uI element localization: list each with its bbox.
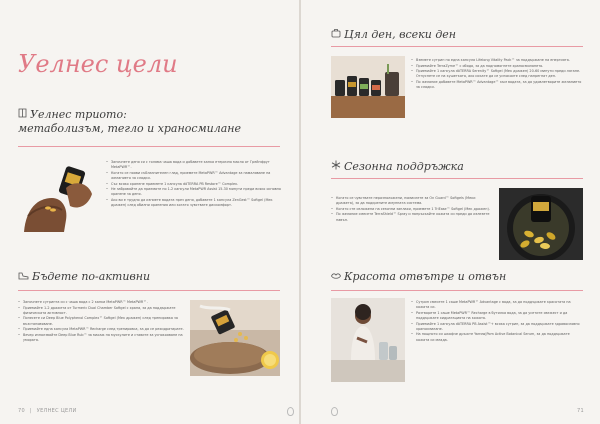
active-bullet-list	[18, 300, 184, 344]
list-item: • Приемайте една капсула MetaPWR™ Recharge след тренировка, за да се рехидратирате.	[18, 327, 184, 332]
list-item: • Когато се появи съблазнителен глад, приемете MetaPWR™ Advantage за намаляване на желанието за сладки.	[106, 171, 282, 181]
bag-icon	[331, 28, 341, 42]
capsules-cutting-board-photo	[190, 300, 280, 376]
list-item: • Вземете сутрин по една капсула Lifelong Vitality Pack™ за поддържане на енергията.	[411, 58, 583, 63]
doterra-logo	[331, 407, 338, 416]
list-item: • Със всяко хранене приемете 1 капсула dōTERRA PB Restore™ Complex.	[106, 182, 282, 187]
woman-kitchen-photo	[331, 298, 405, 382]
beauty-section-title	[331, 270, 506, 284]
beauty-title: Красота отвътре и отвън	[344, 270, 507, 283]
softgels-bowl-photo	[499, 188, 583, 260]
hands-capsules-photo	[18, 158, 100, 232]
list-item: • Приемайте TerraZyme™ с обяда, за да подпомогнете храносмилането.	[411, 64, 583, 69]
list-item: • Приемайте 1 капсула dōTERRA Serenity™ Softgel (Мек дражен) 20-60 минути преди лягане. Отпуснете се на кушетката, ако искате да се успокоите след напрегнат ден.	[411, 69, 583, 79]
active-title: Бъдете по-активни	[32, 270, 151, 283]
active-divider	[18, 290, 280, 291]
lips-icon	[331, 270, 341, 284]
list-item: • Започнете сутринта си с чаша вода с 2 капки MetaPWR™ MetaPWR™.	[18, 300, 184, 305]
list-item: • По желание добавете MetaPWR™ Advantage™ към водата, за да удовлетворите желанието за сладки.	[411, 80, 583, 90]
trio-title-line2: метаболизъм, тегло и храносмилане	[18, 122, 242, 135]
page-number: 71	[577, 408, 584, 414]
list-item: • Сутрин смесете 1 саше MetaPWR™ Advantage с вода, за да поддържате красотата на кожата си.	[411, 300, 583, 310]
list-item: • Вечер използвайте Deep Blue Rub™ за масаж на мускулите и ставите за успокояване на умората.	[18, 333, 184, 343]
list-item: • Приемайте 1-2 дражета от Turmeric Dual Chamber Softgel с храна, за да поддържате физическата активност.	[18, 306, 184, 316]
allday-divider	[331, 46, 583, 47]
allday-title: Цял ден, всеки ден	[344, 28, 457, 41]
list-item: • Започнете деня си с голяма чаша вода и добавете капка етерично масло от Грейпфрут MetaPWR™.	[106, 160, 282, 170]
trio-section-title	[18, 108, 241, 136]
snowflake-icon	[331, 160, 341, 174]
right-footer	[577, 408, 584, 414]
beauty-bullet-list	[411, 300, 583, 343]
right-page	[301, 0, 600, 424]
list-item: • На нощното си шкафче дръжте Yarrow|Pom Active Botanical Serum, за да поддържате кожата си млада.	[411, 332, 583, 342]
list-item: • Когато се чувствате неразположени, помислете за On Guard™ Softgels (Меки дражета), за да подкрепите имунната система.	[331, 196, 493, 206]
beauty-divider	[331, 290, 583, 291]
seasonal-title: Сезонна поддръжка	[344, 160, 464, 173]
left-footer: 70 | УЕЛНЕС ЦЕЛИ	[18, 408, 77, 414]
list-item: • Приемайте 1 капсула dōTERRA PB Assist™+ всяка сутрин, за да поддържате здравословно храносмилане.	[411, 322, 583, 332]
seasonal-bullet-list	[331, 196, 493, 223]
trio-bullet-list	[106, 160, 282, 209]
list-item: • Не забравяйте да приемате по 1-2 капсули MetaPWR Assist 15-30 минути преди всяко основно хранене за деня.	[106, 187, 282, 197]
page-title: Уелнес цели	[18, 50, 178, 78]
active-section-title	[18, 270, 150, 284]
list-item: • По желание смесете TerraShield™ Spray и напръскайте кожата си преди да излезете навън.	[331, 212, 493, 222]
allday-section-title	[331, 28, 456, 42]
list-item: • Когато сте изложени на сезонни заплахи, приемете 1 TriEase™ Softgel (Мек дражен).	[331, 207, 493, 212]
list-item: • Ако ви е трудно да изпиете водата през деня, добавете 1 капсула ZenGest™ Softgel (Мек дражен) след обилни хранения или когато чувствате дискомфорт.	[106, 198, 282, 208]
list-item: • Разтворете 1 саше MetaPWR™ Recharge в бутилка вода, за да усетите свежест и да поддържате хидратацията на кожата.	[411, 311, 583, 321]
doterra-logo	[287, 407, 294, 416]
footer-label: УЕЛНЕС ЦЕЛИ	[36, 408, 77, 414]
products-table-photo	[331, 56, 405, 118]
trio-divider	[18, 146, 280, 147]
allday-bullet-list	[411, 58, 583, 91]
list-item: • Понесете си Deep Blue Polyphenol Complex™ Softgel (Мек дражен) след тренировка за възстановяване.	[18, 316, 184, 326]
seasonal-divider	[331, 178, 583, 179]
book-icon	[18, 108, 27, 122]
shoe-icon	[18, 270, 29, 284]
trio-title-line1: Уелнес триото:	[30, 108, 127, 121]
page-number: 70	[18, 408, 25, 414]
left-page	[0, 0, 299, 424]
seasonal-section-title	[331, 160, 464, 174]
